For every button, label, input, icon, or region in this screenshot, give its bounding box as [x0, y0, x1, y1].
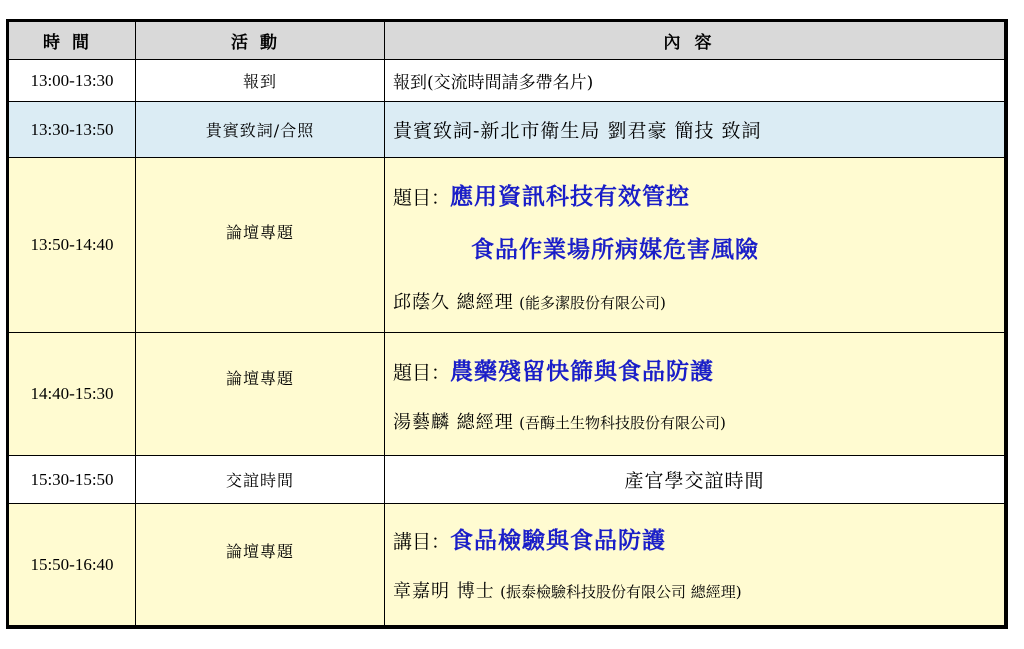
table-header — [9, 22, 1004, 60]
schedule-table — [6, 19, 1008, 629]
topic-title: 農藥殘留快篩與食品防護 — [450, 358, 715, 385]
table-row — [9, 60, 1004, 102]
header-time: 時間 — [9, 22, 136, 59]
table-row — [9, 158, 1004, 333]
time-cell: 13:30-13:50 — [9, 102, 136, 157]
header-activity: 活動 — [136, 22, 385, 59]
activity-cell: 論壇專題 — [136, 333, 385, 455]
topic-lead: 講目： — [393, 531, 451, 553]
topic-title: 食品檢驗與食品防護 — [450, 527, 667, 554]
time-cell: 14:40-15:30 — [9, 333, 136, 455]
table-row — [9, 333, 1004, 456]
topic-title-line2: 食品作業場所病媒危害風險 — [471, 236, 759, 263]
header-content: 內容 — [663, 33, 726, 53]
activity-cell: 交誼時間 — [136, 456, 385, 503]
activity-cell: 論壇專題 — [136, 158, 385, 332]
activity-cell: 論壇專題 — [136, 504, 385, 625]
time-cell: 13:50-14:40 — [9, 158, 136, 332]
content-cell — [385, 333, 1004, 455]
topic-lead: 題目： — [393, 187, 451, 209]
time-cell: 15:50-16:40 — [9, 504, 136, 625]
content-cell — [385, 504, 1004, 625]
activity-cell: 貴賓致詞/合照 — [136, 102, 385, 157]
speaker-name: 湯藝麟 總經理 — [393, 412, 514, 433]
time-cell: 15:30-15:50 — [9, 456, 136, 503]
table-row — [9, 504, 1004, 625]
table-row — [9, 102, 1004, 158]
speaker-org: (吾酶土生物科技股份有限公司) — [519, 414, 726, 432]
content-cell — [385, 158, 1004, 332]
time-cell: 13:00-13:30 — [9, 60, 136, 101]
speaker-name: 邱蔭久 總經理 — [393, 292, 514, 313]
content-cell: 產官學交誼時間 — [624, 470, 765, 492]
content-cell: 貴賓致詞-新北市衛生局 劉君豪 簡技 致詞 — [393, 120, 762, 142]
topic-lead: 題目： — [393, 362, 451, 384]
topic-title: 應用資訊科技有效管控 — [450, 183, 691, 210]
speaker-name: 章嘉明 博士 — [393, 581, 495, 602]
activity-cell: 報到 — [136, 60, 385, 101]
table-row — [9, 456, 1004, 504]
speaker-org: (能多潔股份有限公司) — [519, 294, 666, 312]
speaker-org: (振泰檢驗科技股份有限公司 總經理) — [500, 583, 742, 601]
content-cell: 報到(交流時間請多帶名片) — [393, 73, 594, 93]
